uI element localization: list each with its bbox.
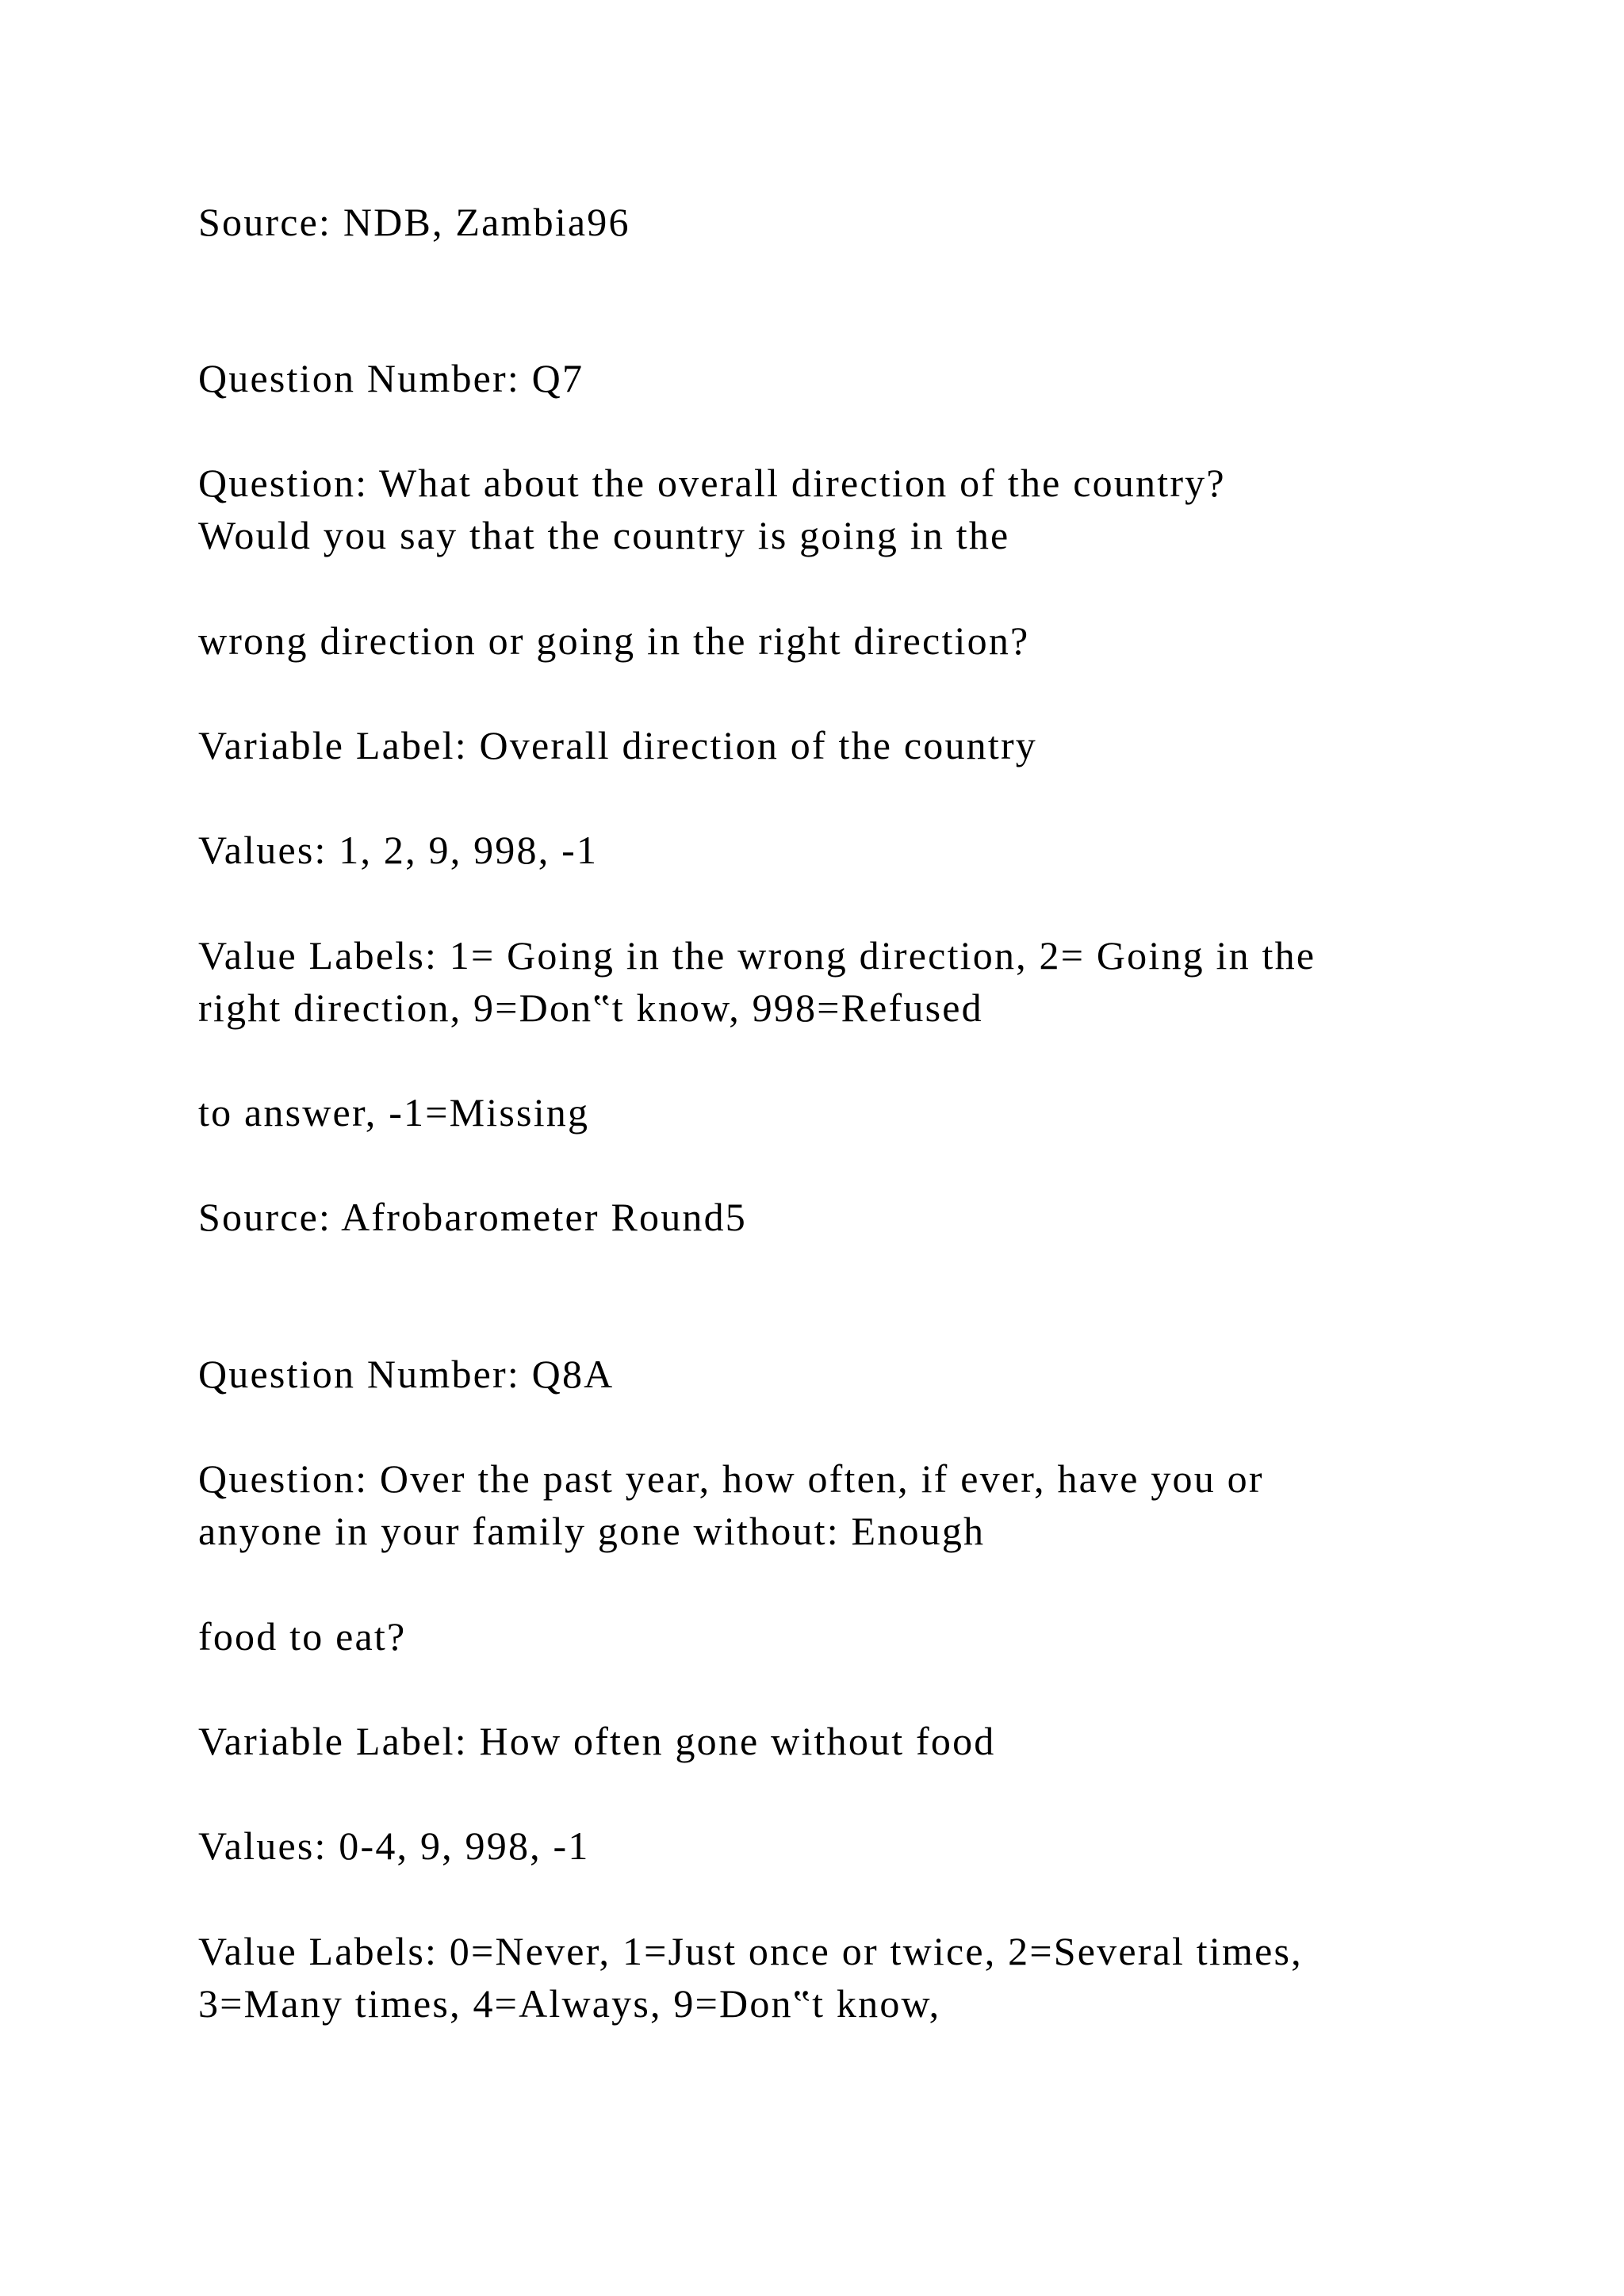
values-line: Values: 1, 2, 9, 998, -1	[198, 828, 599, 872]
value-labels-line: to answer, -1=Missing	[198, 1090, 590, 1135]
question-text-line: Question: Over the past year, how often, if ever, have you or	[198, 1456, 1264, 1501]
question-text-line: Would you say that the country is going in the	[198, 513, 1010, 557]
question-number-line: Question Number: Q8A	[198, 1352, 615, 1396]
variable-label-line: Variable Label: How often gone without food	[198, 1719, 996, 1763]
values-line: Values: 0-4, 9, 998, -1	[198, 1823, 590, 1868]
source-line: Source: Afrobarometer Round5	[198, 1195, 747, 1239]
question-text-line: food to eat?	[198, 1614, 407, 1659]
source-line: Source: NDB, Zambia96	[198, 200, 630, 244]
value-labels-line: 3=Many times, 4=Always, 9=Don‟t know,	[198, 1981, 941, 2026]
variable-label-line: Variable Label: Overall direction of the country	[198, 723, 1037, 767]
question-text-line: Question: What about the overall direction of the country?	[198, 461, 1226, 505]
value-labels-line: right direction, 9=Don‟t know, 998=Refused	[198, 985, 983, 1030]
value-labels-line: Value Labels: 0=Never, 1=Just once or twice, 2=Several times,	[198, 1929, 1303, 1973]
question-text-line: anyone in your family gone without: Enough	[198, 1509, 986, 1553]
question-number-line: Question Number: Q7	[198, 356, 584, 400]
value-labels-line: Value Labels: 1= Going in the wrong direction, 2= Going in the	[198, 933, 1316, 978]
question-text-line: wrong direction or going in the right direction?	[198, 618, 1030, 663]
